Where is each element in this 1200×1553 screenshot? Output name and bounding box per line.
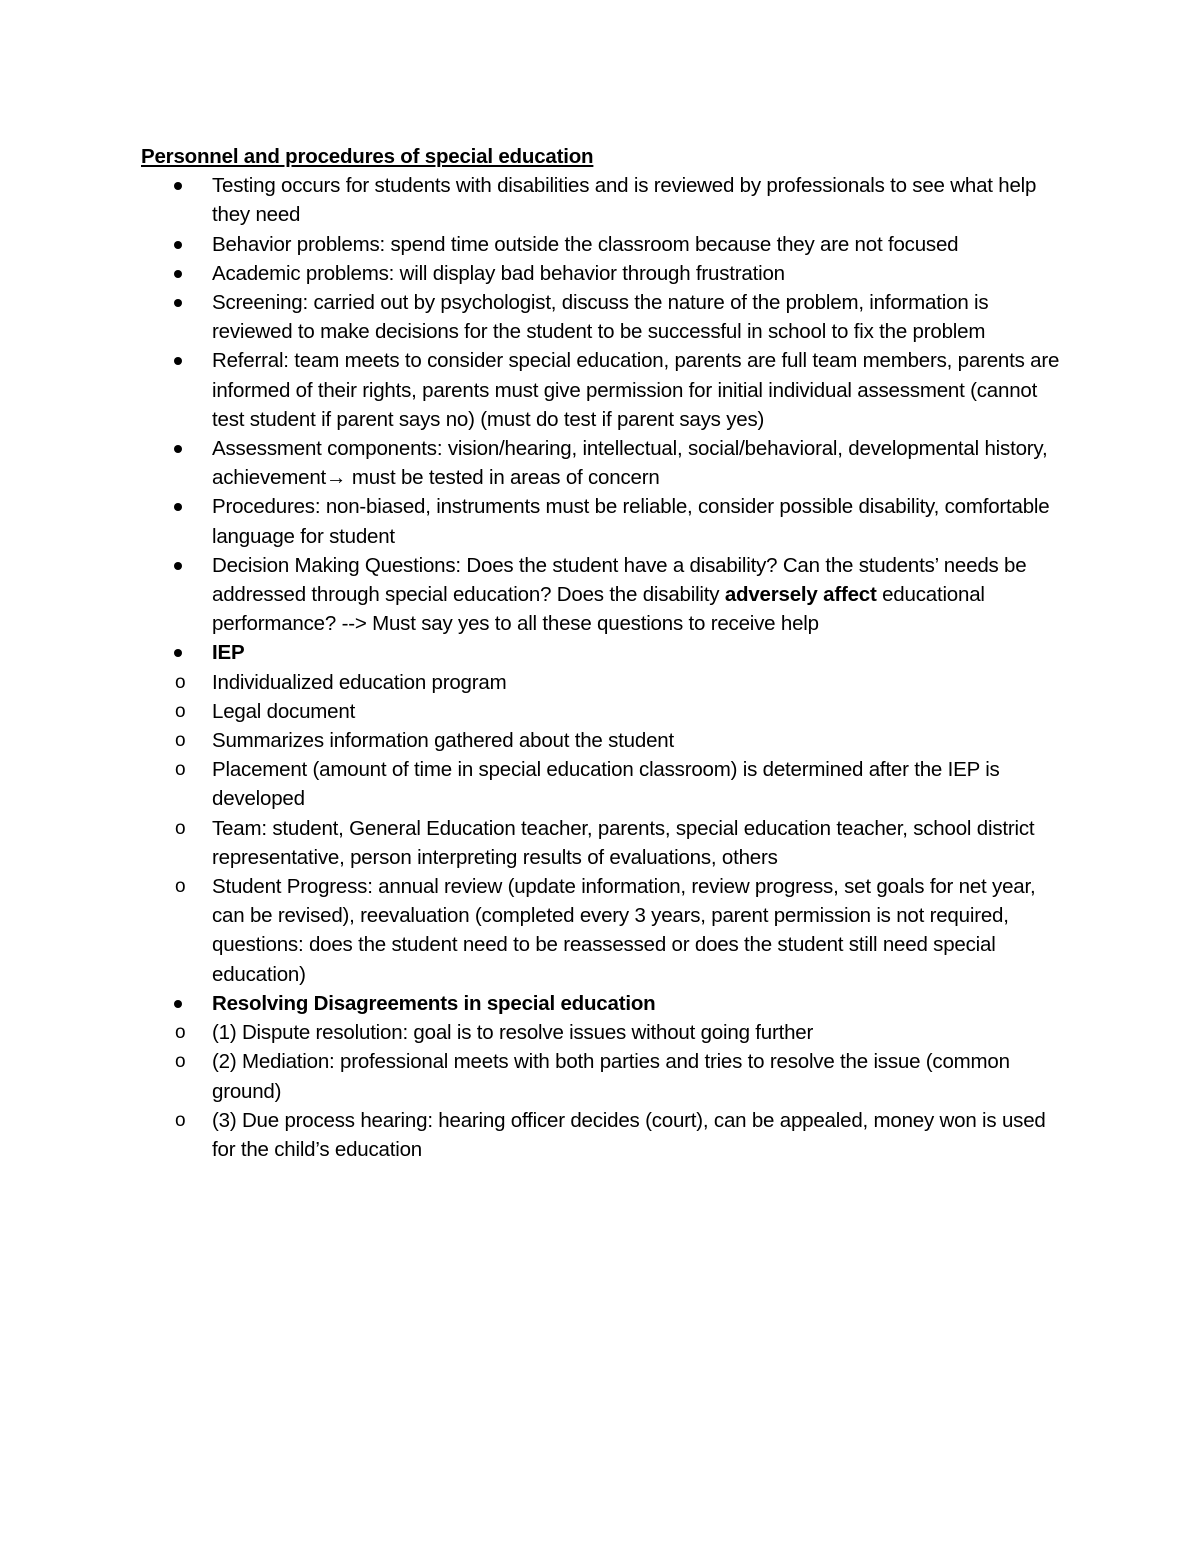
circle-bullet-icon: o xyxy=(175,876,186,898)
bullet-text: Academic problems: will display bad behavior through frustration xyxy=(212,261,785,285)
bullet-dot-icon xyxy=(174,445,182,453)
bullet-text-after: educational performance? --> Must say yes to all these questions to receive help xyxy=(212,583,985,636)
bullet-text: Assessment components: vision/hearing, intellectual, social/behavioral, developmental history, achievement→ must be tested in areas of concern xyxy=(212,437,1048,490)
bullet-item xyxy=(141,346,1061,434)
sub-list-disagreements xyxy=(141,1018,1061,1164)
sub-list-item xyxy=(141,872,1061,989)
circle-bullet-icon: o xyxy=(175,1051,186,1073)
circle-bullet-icon: o xyxy=(175,759,186,781)
bullet-item xyxy=(141,434,1061,492)
bullet-text: Referral: team meets to consider special education, parents are full team members, parents are informed of their rights, parents must give permission for initial individual assessment (cannot test student if parent says no) (must do test if parent says yes) xyxy=(212,349,1060,431)
sub-list-item xyxy=(141,668,1061,697)
bullet-item xyxy=(141,492,1061,550)
bullet-item xyxy=(141,171,1061,229)
sub-item-text: (2) Mediation: professional meets with both parties and tries to resolve the issue (common ground) xyxy=(212,1050,1010,1103)
bullet-dot-icon xyxy=(174,562,182,570)
sub-list-item xyxy=(141,755,1061,813)
bullet-text: Behavior problems: spend time outside the classroom because they are not focused xyxy=(212,232,959,256)
sub-item-text: Individualized education program xyxy=(212,670,507,694)
document-body xyxy=(141,142,1061,1164)
bullet-dot-icon xyxy=(174,241,182,249)
sub-item-text: (1) Dispute resolution: goal is to resolve issues without going further xyxy=(212,1021,814,1045)
sub-item-text: Placement (amount of time in special education classroom) is determined after the IEP is developed xyxy=(212,758,1000,811)
sub-list-item xyxy=(141,814,1061,872)
bullet-item xyxy=(141,230,1061,259)
bullet-text: Procedures: non-biased, instruments must be reliable, consider possible disability, comfortable language for student xyxy=(212,495,1050,548)
bullet-text-bold: adversely affect xyxy=(724,583,877,607)
sub-item-text: Legal document xyxy=(212,699,356,723)
sub-list-item xyxy=(141,1018,1061,1047)
bullet-dot-icon xyxy=(174,649,182,657)
sub-list-item xyxy=(141,1106,1061,1164)
sub-list-item xyxy=(141,1047,1061,1105)
sub-list-container xyxy=(141,1018,1061,1164)
bullet-dot-icon xyxy=(174,357,182,365)
circle-bullet-icon: o xyxy=(175,671,186,693)
circle-bullet-icon: o xyxy=(175,1022,186,1044)
bullet-item-disagreements xyxy=(141,989,1061,1018)
bullet-item-decision-questions xyxy=(141,551,1061,639)
sub-item-text: Summarizes information gathered about the student xyxy=(212,729,674,753)
sub-item-text: (3) Due process hearing: hearing officer decides (court), can be appealed, money won is used for the child’s education xyxy=(212,1108,1046,1161)
bullet-dot-icon xyxy=(174,182,182,190)
sub-list-item xyxy=(141,726,1061,755)
bullet-dot-icon xyxy=(174,503,182,511)
bullet-text: Testing occurs for students with disabilities and is reviewed by professionals to see what help they need xyxy=(212,174,1037,227)
sub-list-iep xyxy=(141,668,1061,989)
bullet-item xyxy=(141,259,1061,288)
bullet-dot-icon xyxy=(174,299,182,307)
document-title: Personnel and procedures of special education xyxy=(141,145,594,168)
bullet-list xyxy=(141,171,1061,1164)
circle-bullet-icon: o xyxy=(175,1109,186,1131)
circle-bullet-icon: o xyxy=(175,730,186,752)
sub-item-text: Student Progress: annual review (update information, review progress, set goals for net year, can be revised), reevaluation (completed every 3 years, parent permission is not required, questions: does the student need to be reassessed or does the student still need special education) xyxy=(212,875,1036,986)
circle-bullet-icon: o xyxy=(175,700,186,722)
sub-item-text: Team: student, General Education teacher, parents, special education teacher, school district representative, person interpreting results of evaluations, others xyxy=(212,816,1035,869)
sub-list-item xyxy=(141,697,1061,726)
bullet-dot-icon xyxy=(174,270,182,278)
section-heading-iep: IEP xyxy=(212,641,245,665)
circle-bullet-icon: o xyxy=(175,817,186,839)
bullet-item xyxy=(141,288,1061,346)
bullet-dot-icon xyxy=(174,1000,182,1008)
bullet-item-iep xyxy=(141,638,1061,667)
section-heading-disagreements: Resolving Disagreements in special education xyxy=(212,991,656,1015)
bullet-text-before: Decision Making Questions: Does the student have a disability? Can the students’ needs be addressed through special education? Does the disability xyxy=(212,553,1027,607)
sub-list-container xyxy=(141,668,1061,989)
bullet-text: Screening: carried out by psychologist, discuss the nature of the problem, information is reviewed to make decisions for the student to be successful in school to fix the problem xyxy=(212,291,989,344)
